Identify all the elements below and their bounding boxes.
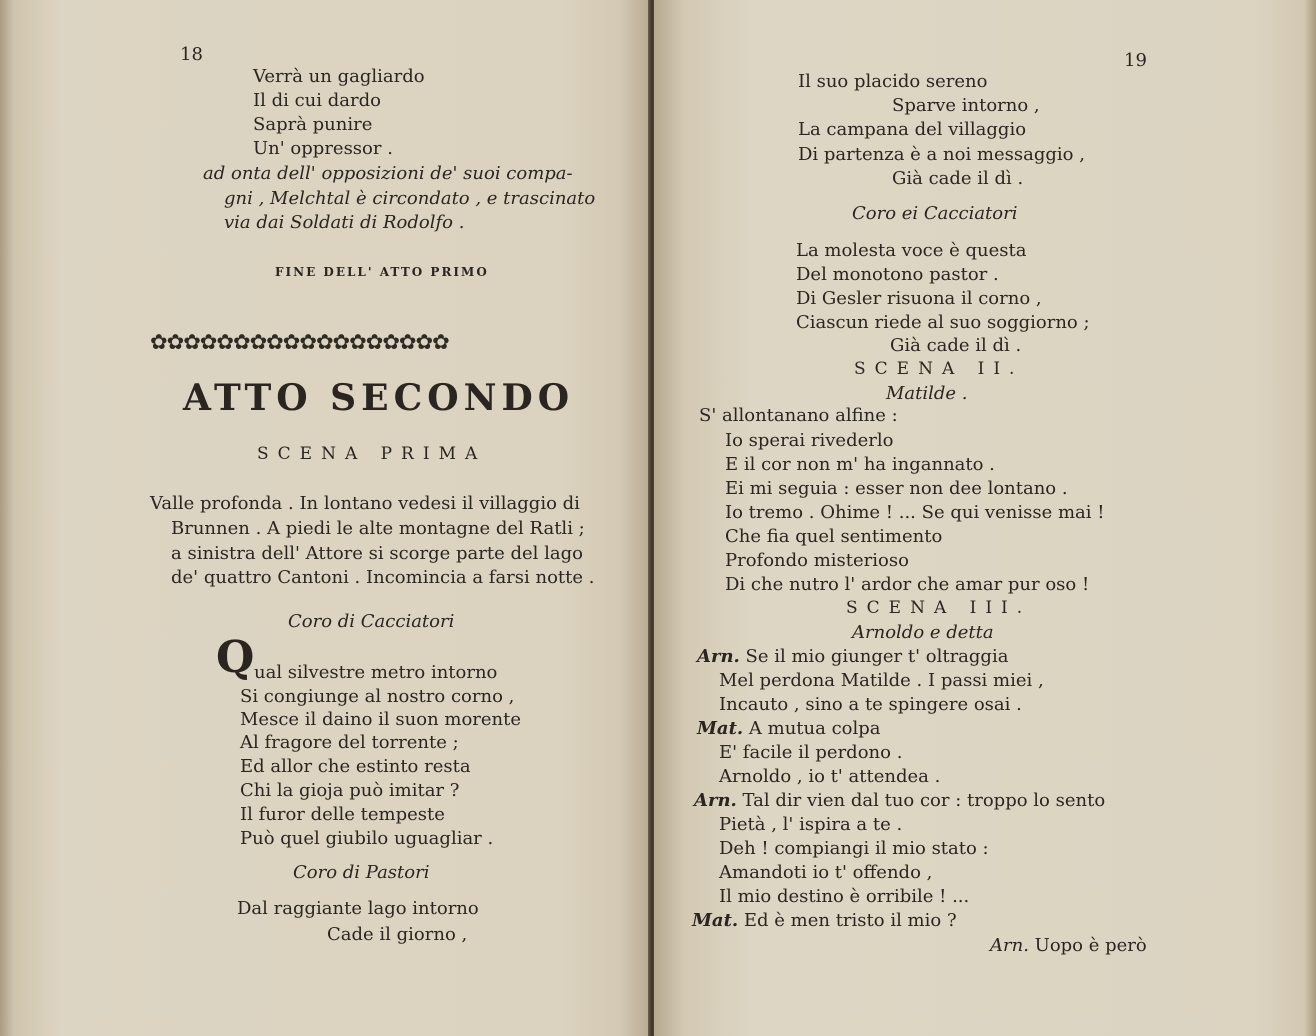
speaker-label: Mat.	[697, 718, 744, 739]
verse-line: Già cade il dì .	[892, 168, 1024, 189]
dialogue-line: Ei mi seguia : esser non dee lontano .	[725, 478, 1068, 499]
verse-line: Saprà punire	[253, 114, 373, 135]
page-number: 19	[1124, 50, 1147, 71]
dialogue-text: Ed è men tristo il mio ?	[743, 910, 957, 931]
dialogue-line: Di che nutro l' ardor che amar pur oso !	[725, 574, 1090, 595]
end-of-act: FINE DELL' ATTO PRIMO	[275, 265, 489, 279]
speaker-label: Arn.	[697, 646, 740, 667]
character-heading: Arnoldo e detta	[852, 622, 994, 643]
scene-title: SCENA PRIMA	[257, 444, 487, 464]
chorus-heading: Coro di Pastori	[293, 862, 430, 883]
dialogue-line	[697, 718, 881, 740]
speaker-label: Arn.	[694, 790, 737, 811]
catchword	[990, 935, 1147, 957]
verse-line: Il suo placido sereno	[798, 71, 988, 92]
scene-title: SCENA II.	[854, 359, 1024, 379]
verse-line: Cade il giorno ,	[327, 924, 468, 945]
verse-line: Verrà un gagliardo	[253, 66, 425, 87]
verse-line: ual silvestre metro intorno	[254, 662, 498, 683]
page-number: 18	[180, 44, 203, 65]
chorus-heading: Coro di Cacciatori	[288, 611, 455, 632]
catchword-text: Uopo è però	[1034, 935, 1147, 956]
dialogue-line: Mel perdona Matilde . I passi miei ,	[719, 670, 1044, 691]
chorus-heading: Coro ei Cacciatori	[852, 203, 1018, 224]
dialogue-line: Pietà , l' ispira a te .	[719, 814, 903, 835]
setting-line: a sinistra dell' Attore si scorge parte del lago	[171, 543, 583, 564]
stage-direction-line: via dai Soldati di Rodolfo .	[224, 212, 465, 233]
dialogue-line: Che fia quel sentimento	[725, 526, 943, 547]
dialogue-line: Deh ! compiangi il mio stato :	[719, 838, 989, 859]
dialogue-line: S' allontanano alfine :	[699, 405, 898, 426]
verse-line: Il di cui dardo	[253, 90, 381, 111]
dialogue-text: A mutua colpa	[748, 718, 881, 739]
verse-line: Il furor delle tempeste	[240, 804, 445, 825]
dialogue-line: Arnoldo , io t' attendea .	[719, 766, 941, 787]
setting-line: de' quattro Cantoni . Incomincia a farsi notte .	[171, 567, 595, 588]
verse-line: Si congiunge al nostro corno ,	[240, 686, 515, 707]
verse-line: La molesta voce è questa	[796, 240, 1027, 261]
right-page	[654, 0, 1316, 1036]
stage-direction-line: ad onta dell' opposizioni de' suoi compa-	[203, 163, 573, 184]
ornament-divider: ✿✿✿✿✿✿✿✿✿✿✿✿✿✿✿✿✿✿	[150, 330, 449, 354]
verse-line: Di partenza è a noi messaggio ,	[798, 144, 1085, 165]
dialogue-line: Io tremo . Ohime ! ... Se qui venisse mai !	[725, 502, 1105, 523]
dialogue-line: E il cor non m' ha ingannato .	[725, 454, 995, 475]
character-heading: Matilde .	[886, 383, 968, 404]
scene-title: SCENA III.	[846, 598, 1032, 618]
dialogue-line: Io sperai rivederlo	[725, 430, 894, 451]
drop-cap: Q	[216, 632, 255, 683]
speaker-label: Mat.	[692, 910, 739, 931]
verse-line: Mesce il daino il suon morente	[240, 709, 522, 730]
dialogue-line: Il mio destino è orribile ! ...	[719, 886, 970, 907]
verse-line: Dal raggiante lago intorno	[237, 898, 479, 919]
left-page	[0, 0, 650, 1036]
setting-line: Brunnen . A piedi le alte montagne del Ratli ;	[171, 518, 585, 539]
verse-line: Al fragore del torrente ;	[240, 732, 459, 753]
dialogue-line	[697, 646, 1008, 668]
dialogue-line: Amandoti io t' offendo ,	[719, 862, 933, 883]
stage-direction-line: gni , Melchtal è circondato , e trascinato	[224, 188, 596, 209]
verse-line: Chi la gioja può imitar ?	[240, 780, 460, 801]
verse-line: La campana del villaggio	[798, 119, 1027, 140]
dialogue-line	[692, 910, 957, 932]
verse-line: Di Gesler risuona il corno ,	[796, 288, 1042, 309]
act-title: ATTO SECONDO	[183, 377, 575, 419]
dialogue-text: Se il mio giunger t' oltraggia	[745, 646, 1009, 667]
dialogue-line: Profondo misterioso	[725, 550, 909, 571]
verse-line: Del monotono pastor .	[796, 264, 999, 285]
verse-line: Già cade il dì .	[890, 335, 1022, 356]
dialogue-line: Incauto , sino a te spingere osai .	[719, 694, 1022, 715]
dialogue-text: Tal dir vien dal tuo cor : troppo lo sento	[742, 790, 1106, 811]
verse-line: Sparve intorno ,	[892, 95, 1040, 116]
verse-line: Può quel giubilo uguagliar .	[240, 828, 494, 849]
verse-line: Ed allor che estinto resta	[240, 756, 471, 777]
dialogue-line: E' facile il perdono .	[719, 742, 903, 763]
speaker-label: Arn.	[990, 935, 1029, 956]
dialogue-line	[694, 790, 1105, 812]
verse-line: Un' oppressor .	[253, 138, 393, 159]
setting-line: Valle profonda . In lontano vedesi il villaggio di	[150, 493, 580, 514]
verse-line: Ciascun riede al suo soggiorno ;	[796, 312, 1090, 333]
